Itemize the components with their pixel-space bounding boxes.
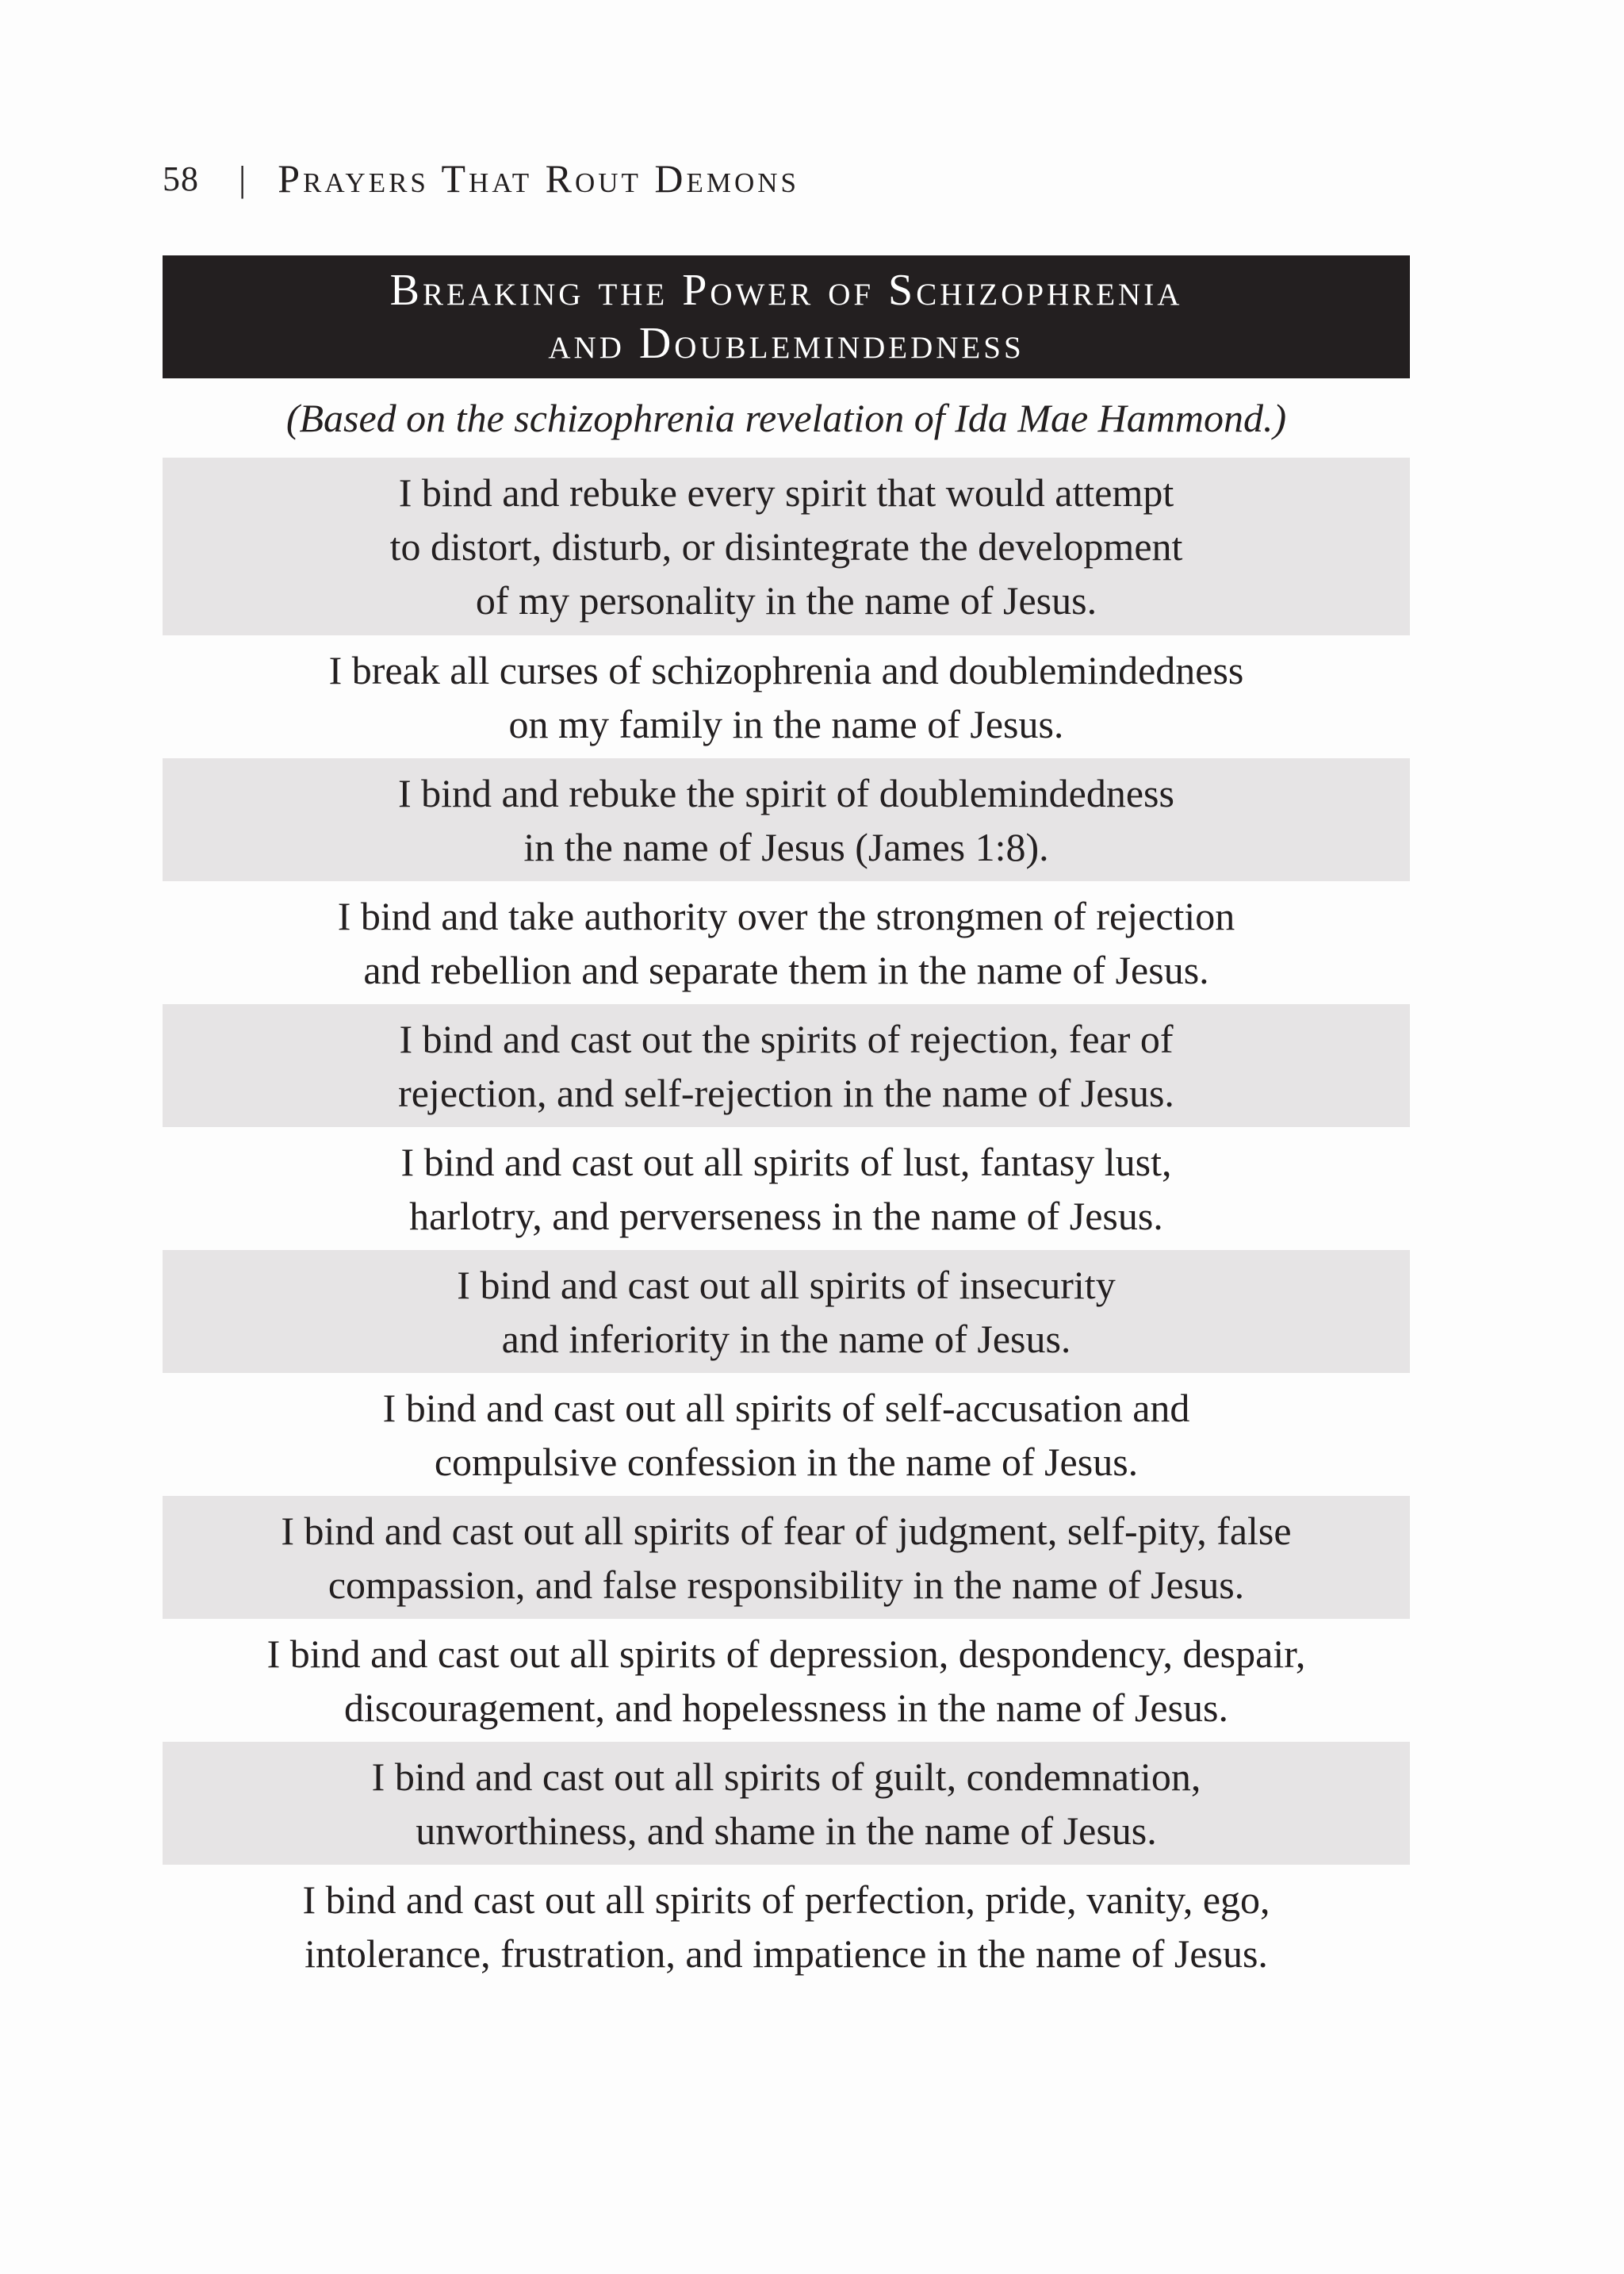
prayer-item	[163, 1496, 1410, 1619]
prayer-line: to distort, disturb, or disintegrate the development	[389, 524, 1183, 569]
prayer-line: I bind and cast out all spirits of lust, fantasy lust,	[400, 1139, 1172, 1184]
prayer-line: compulsive confession in the name of Jesus.	[434, 1439, 1139, 1484]
header-separator: |	[239, 158, 247, 199]
section-subtitle: (Based on the schizophrenia revelation of Ida Mae Hammond.)	[285, 396, 1287, 440]
prayer-line: discouragement, and hopelessness in the name of Jesus.	[343, 1685, 1228, 1730]
prayer-line: and rebellion and separate them in the name of Jesus.	[363, 947, 1209, 992]
prayer-line: I break all curses of schizophrenia and doublemindedness	[328, 647, 1244, 692]
page-number: 58	[163, 159, 199, 198]
prayer-line: compassion, and false responsibility in the name of Jesus.	[327, 1562, 1245, 1607]
prayer-line: I bind and cast out all spirits of guilt, condemnation,	[371, 1754, 1201, 1799]
running-head	[163, 151, 799, 206]
section-title-line: Breaking the Power of Schizophrenia	[389, 265, 1183, 315]
prayer-item	[163, 1373, 1410, 1496]
section-title-line: and Doublemindedness	[548, 318, 1025, 368]
prayer-item	[163, 1127, 1410, 1250]
section-subtitle-row	[163, 378, 1410, 458]
prayer-line: unworthiness, and shame in the name of Jesus.	[416, 1808, 1157, 1853]
prayer-item	[163, 1004, 1410, 1127]
prayer-line: I bind and cast out all spirits of self-accusation and	[382, 1385, 1190, 1430]
prayer-line: I bind and cast out all spirits of depression, despondency, despair,	[266, 1631, 1306, 1676]
prayer-line: harlotry, and perverseness in the name of Jesus.	[409, 1193, 1163, 1238]
prayer-line: of my personality in the name of Jesus.	[475, 578, 1097, 623]
prayer-section	[163, 255, 1410, 1988]
prayer-line: rejection, and self-rejection in the name of Jesus.	[398, 1070, 1174, 1115]
prayer-item	[163, 881, 1410, 1004]
prayer-item	[163, 1619, 1410, 1742]
prayer-line: on my family in the name of Jesus.	[508, 701, 1064, 746]
prayer-line: I bind and rebuke the spirit of doublemindedness	[398, 770, 1174, 815]
prayer-item	[163, 758, 1410, 881]
book-title: Prayers That Rout Demons	[278, 156, 799, 201]
prayer-line: I bind and cast out the spirits of rejection, fear of	[399, 1016, 1174, 1061]
prayer-item	[163, 635, 1410, 758]
prayer-line: I bind and cast out all spirits of perfection, pride, vanity, ego,	[302, 1877, 1270, 1922]
prayer-line: in the name of Jesus (James 1:8).	[523, 824, 1049, 869]
section-title-bar	[163, 255, 1410, 378]
prayer-item	[163, 1250, 1410, 1373]
prayer-line: and inferiority in the name of Jesus.	[501, 1316, 1071, 1361]
prayer-item	[163, 1865, 1410, 1988]
prayer-item	[163, 1742, 1410, 1865]
prayer-line: I bind and take authority over the strongmen of rejection	[337, 893, 1235, 938]
prayer-item	[163, 458, 1410, 635]
prayer-line: I bind and rebuke every spirit that would attempt	[398, 470, 1174, 515]
prayer-line: intolerance, frustration, and impatience in the name of Jesus.	[304, 1931, 1268, 1976]
prayer-line: I bind and cast out all spirits of insecurity	[457, 1262, 1116, 1307]
prayer-line: I bind and cast out all spirits of fear of judgment, self-pity, false	[281, 1508, 1292, 1553]
